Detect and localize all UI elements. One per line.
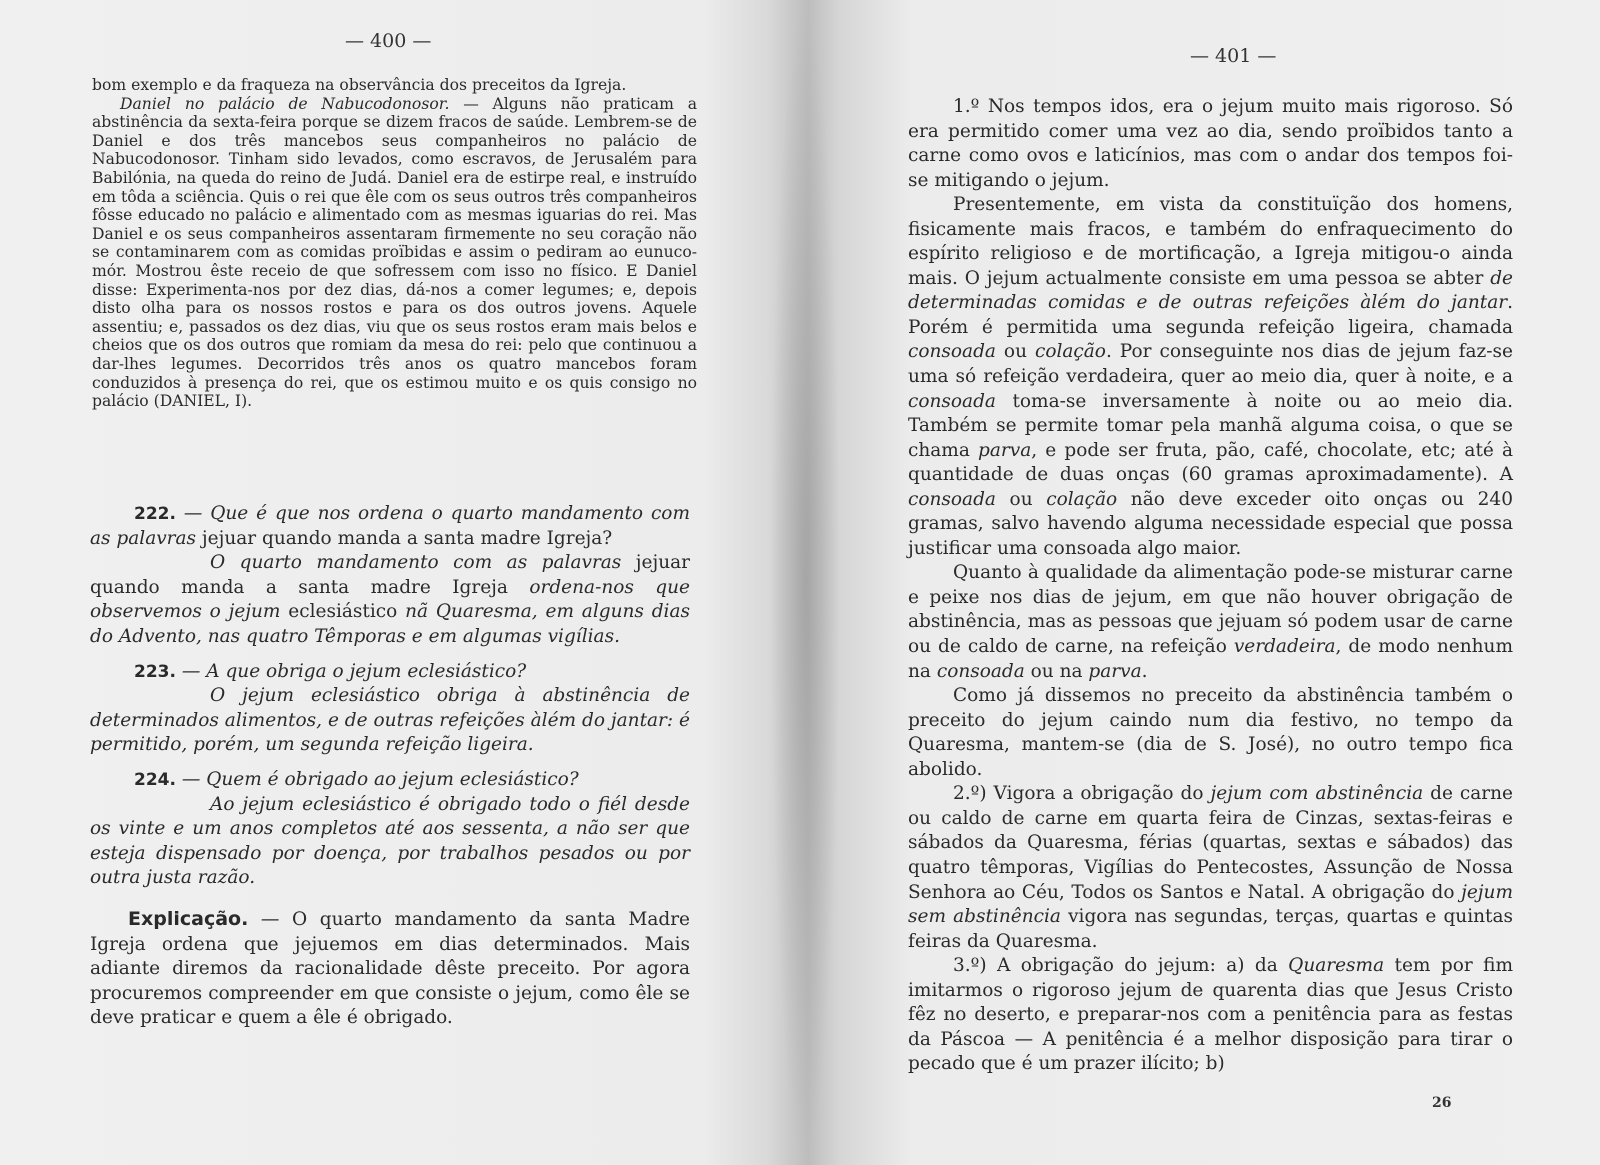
section-title: Daniel no palácio de Nabucodonosor.	[120, 94, 450, 113]
question-222: 222. — Que é que nos ordena o quarto mandamento com as palavras jejuar quando manda a santa madre Igreja?	[90, 503, 690, 549]
passage-paragraph: Daniel no palácio de Nabucodonosor. — Alguns não praticam a abstinência da sexta-feira porque se dizem fracos de saúde. Lembrem-se de Daniel e dos três mancebos seus companheiros no palácio de Nabucodonosor. Tinham sido levados, como escravos, de Jerusalém para Babilónia, na queda do reino de Judá. Daniel era de estirpe real, e instruído em tôda a sciência. Quis o rei que êle com os seus outros três companheiros fôsse educado no palácio e alimentado com as mesmas iguarias do rei. Mas Daniel e os seus companheiros assentaram firmemente no seu coração não se contaminarem com as comidas proïbidas e assim o pediram ao eunuco-mór. Mostrou êste receio de que sofressem com isso no físico. E Daniel disse: Experimenta-nos por dez dias, dá-nos a comer legumes; e, depois disto olha para os nossos rostos e para os dos outros jovens. Aquele assentiu; e, passados os dez dias, viu que os seus rostos eram mais belos e cheios que os dos outros que romiam da mesa do rei: pelo que continuou a dar-lhes legumes. Decorridos três anos os quatro mancebos foram conduzidos à presença do rei, que os estimou muito e os quis consigo no palácio (DANIEL, I).	[92, 94, 698, 411]
paragraph-1: 1.º Nos tempos idos, era o jejum muito mais rigoroso. Só era permitido comer uma vez ao dia, sendo proïbidos tanto a carne como ovos e laticínios, mas com o andar dos tempos foi-se mitigando o jejum.	[908, 96, 1513, 191]
catechism-questions	[90, 502, 690, 1031]
daniel-passage	[92, 76, 697, 411]
question-224: 224. — Quem é obrigado ao jejum eclesiástico?	[134, 768, 579, 790]
answer-223: O jejum eclesiástico obriga à abstinência de determinados alimentos, e de outras refeições àlém do jantar: é permitido, porém, um segunda refeição ligeira.	[90, 685, 690, 756]
paragraph-3: Quanto à qualidade da alimentação pode-se misturar carne e peixe nos dias de jejum, em que não houver obrigação de abstinência, mas as pessoas que jejuam só podem usar de carne ou de caldo de carne, na refeição verdadeira, de modo nenhum na consoada ou na parva.	[908, 562, 1514, 682]
paragraph-5: 2.º) Vigora a obrigação do jejum com abstinência de carne ou caldo de carne em quarta feira de Cinzas, sextas-feiras e sábados da Quaresma, férias (quartas, sextas e sábados) das quatro têmporas, Vigílias do Pentecostes, Assunção de Nossa Senhora ao Céu, Todos os Santos e Natal. A obrigação do jejum sem abstinência vigora nas segundas, terças, quartas e quintas feiras da Quaresma.	[908, 783, 1514, 952]
right-page-text	[908, 95, 1513, 1077]
question-223: 223. — A que obriga o jejum eclesiástico?	[134, 660, 527, 682]
passage-paragraph: bom exemplo e da fraqueza na observância dos preceitos da Igreja.	[92, 76, 627, 94]
page-number: — 400 —	[345, 30, 432, 52]
right-page	[800, 0, 1600, 1165]
paragraph-2: Presentemente, em vista da constituïção dos homens, fisicamente mais fracos, e também do enfraquecimento do espírito religioso e de mortificação, a Igreja mitigou-o ainda mais. O jejum actualmente consiste em uma pessoa se abter de determinadas comidas e de outras refeições àlém do jantar. Porém é permitida uma segunda refeição ligeira, chamada consoada ou colação. Por conseguinte nos dias de jejum faz-se uma só refeição verdadeira, quer ao meio dia, quer à noite, e a consoada toma-se inversamente à noite ou ao meio dia. Também se permite tomar pela manhã alguma coisa, o que se chama parva, e pode ser fruta, pão, café, chocolate, etc; até à quantidade de duas onças (60 gramas aproximadamente). A consoada ou colação não deve exceder oito onças ou 240 gramas, salvo havendo alguma necessidade especial que possa justificar uma consoada algo maior.	[908, 194, 1514, 559]
paragraph-4: Como já dissemos no preceito da abstinência também o preceito do jejum caindo num dia festivo, no tempo da Quaresma, mantem-se (dia de S. José), no outro tempo fica abolido.	[908, 685, 1513, 780]
answer-222: O quarto mandamento com as palavras jejuar quando manda a santa madre Igreja ordena-nos que observemos o jejum eclesiástico nã Quaresma, em alguns dias do Advento, nas quatro Têmporas e em algumas vigílias.	[90, 552, 691, 647]
paragraph-6: 3.º) A obrigação do jejum: a) da Quaresma tem por fim imitarmos o rigoroso jejum de quarenta dias que Jesus Cristo fêz no deserto, e preparar-nos com a penitência para as festas da Páscoa — A penitência é a melhor disposição para tirar o pecado que é um prazer ilícito; b)	[908, 955, 1513, 1075]
answer-224: Ao jejum eclesiástico é obrigado todo o fiél desde os vinte e um anos completos até aos sessenta, a não ser que esteja dispensado por doença, por trabalhos pesados ou por outra justa razão.	[90, 793, 690, 889]
explanation-paragraph: Explicação. — O quarto mandamento da santa Madre Igreja ordena que jejuemos em dias determinados. Mais adiante diremos da racionalidade dêste preceito. Por agora procuremos compreender em que consiste o jejum, como êle se deve praticar e quem a êle é obrigado.	[90, 907, 690, 1029]
page-number: — 401 —	[1190, 45, 1277, 67]
signature-mark: 26	[1432, 1095, 1452, 1111]
